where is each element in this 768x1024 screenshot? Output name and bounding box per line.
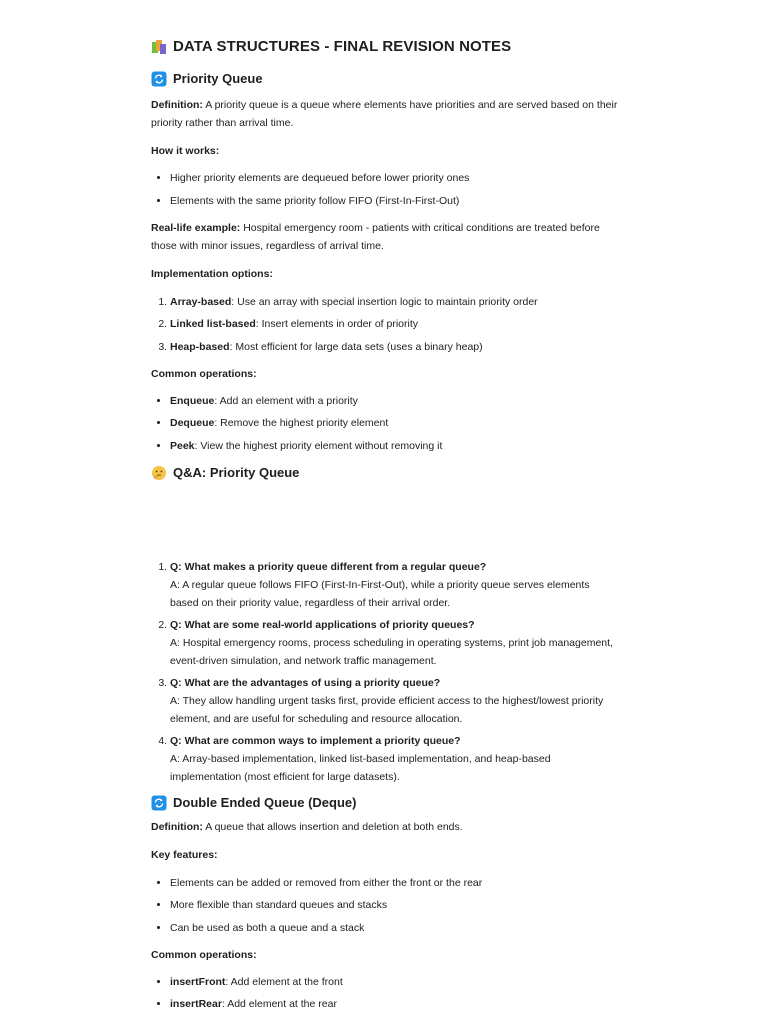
- term: Linked list-based: [170, 318, 256, 330]
- description: : Remove the highest priority element: [214, 417, 389, 429]
- description: : Add element at the rear: [221, 998, 337, 1010]
- list-item: • Can be used as both a queue and a stack: [170, 919, 621, 937]
- notes-page: [151, 34, 621, 1013]
- deque-operations-label: Common operations:: [151, 948, 257, 961]
- term: Array-based: [170, 295, 232, 308]
- books-icon: [151, 39, 167, 55]
- implementation-options-label: Implementation options:: [151, 267, 273, 280]
- term: Peek: [170, 439, 195, 452]
- term: Dequeue: [170, 417, 215, 429]
- description: : Add element at the front: [225, 975, 343, 988]
- answer: A: A regular queue follows FIFO (First-In-First-Out), while a priority queue serves elements based on their priority value, regardless of their arrival order.: [170, 578, 590, 609]
- cycle-arrows-icon: [151, 795, 167, 811]
- deque-operations-list: [151, 973, 621, 1014]
- question: 4. Q: What are common ways to implement a priority queue?: [170, 734, 461, 747]
- document-title: DATA STRUCTURES - FINAL REVISION NOTES: [173, 38, 512, 55]
- priority-queue-heading: Priority Queue: [173, 71, 263, 86]
- list-item: • Elements with the same priority follow FIFO (First-In-First-Out): [170, 192, 621, 210]
- definition-label: Definition:: [151, 820, 203, 833]
- qa-item: [170, 732, 621, 786]
- deque-heading-row: [151, 792, 621, 814]
- description: : Insert elements in order of priority: [255, 318, 419, 330]
- key-features-list: [151, 874, 621, 937]
- list-item: [170, 995, 621, 1013]
- cycle-arrows-icon: [151, 71, 167, 87]
- list-item: [170, 973, 621, 991]
- qa-item: [170, 558, 621, 612]
- qa-heading: Q&A: Priority Queue: [173, 464, 300, 480]
- priority-queue-heading-row: [151, 68, 621, 90]
- term: insertRear: [170, 998, 222, 1010]
- list-item: [170, 392, 621, 410]
- list-item: • More flexible than standard queues and stacks: [170, 896, 621, 914]
- real-life-example-label: Real-life example:: [151, 221, 241, 234]
- answer: A: Hospital emergency rooms, process scheduling in operating systems, print job management, event-driven simulation, and network traffic management.: [170, 636, 613, 667]
- thinking-face-icon: [151, 465, 167, 481]
- description: : Add an element with a priority: [214, 394, 358, 407]
- list-item: [170, 338, 621, 356]
- implementation-options-list: [151, 293, 621, 356]
- list-item: [170, 293, 621, 311]
- priority-queue-definition: [151, 96, 621, 132]
- list-item: • Elements can be added or removed from either the front or the rear: [170, 874, 621, 892]
- definition-text: A queue that allows insertion and deletion at both ends.: [202, 820, 463, 833]
- qa-item: [170, 616, 621, 670]
- key-features-label: Key features:: [151, 848, 218, 861]
- common-operations-label: Common operations:: [151, 367, 257, 380]
- list-item: • Higher priority elements are dequeued before lower priority ones: [170, 169, 621, 187]
- qa-item: [170, 674, 621, 728]
- description: : Use an array with special insertion logic to maintain priority order: [231, 295, 538, 308]
- list-item: [170, 414, 621, 432]
- how-it-works-list: [151, 169, 621, 210]
- question: 3. Q: What are the advantages of using a priority queue?: [170, 676, 441, 689]
- list-item: [170, 315, 621, 333]
- document-title-row: [151, 34, 621, 60]
- real-life-example: [151, 219, 621, 255]
- definition-label: Definition:: [151, 99, 203, 111]
- description: : Most efficient for large data sets (uses a binary heap): [229, 340, 483, 353]
- list-item: [170, 437, 621, 455]
- real-life-example-text: Hospital emergency room - patients with critical conditions are treated before those with minor issues, regardless of arrival time.: [151, 221, 600, 252]
- how-it-works-label: How it works:: [151, 145, 220, 157]
- answer: A: Array-based implementation, linked list-based implementation, and heap-based implementation (most efficient for large datasets).: [170, 752, 551, 783]
- deque-definition: [151, 818, 621, 836]
- question: 1. Q: What makes a priority queue different from a regular queue?: [170, 560, 487, 573]
- term: insertFront: [170, 975, 226, 988]
- qa-list: [151, 558, 621, 786]
- common-operations-list: [151, 392, 621, 455]
- answer: A: They allow handling urgent tasks first, provide efficient access to the highest/lowest priority element, and are useful for scheduling and resource allocation.: [170, 694, 604, 725]
- term: Heap-based: [170, 340, 230, 353]
- question: 2. Q: What are some real-world applications of priority queues?: [170, 618, 475, 631]
- term: Enqueue: [170, 394, 215, 407]
- deque-heading: Double Ended Queue (Deque): [173, 794, 357, 810]
- definition-text: A priority queue is a queue where elements have priorities and are served based on their priority rather than arrival time.: [151, 99, 618, 129]
- qa-heading-row: [151, 462, 621, 484]
- description: : View the highest priority element without removing it: [194, 439, 443, 452]
